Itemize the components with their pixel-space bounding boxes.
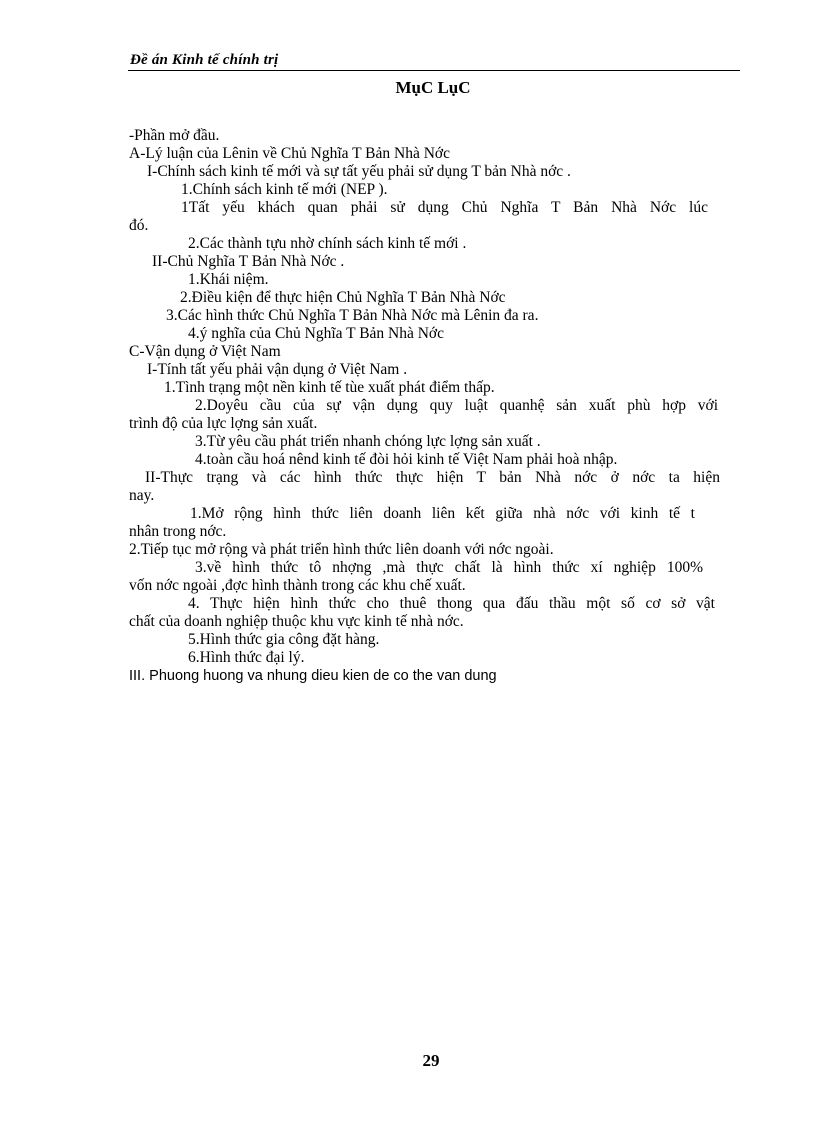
toc-line: chất của doanh nghiệp thuộc khu vực kinh tế nhà nớc. bbox=[129, 613, 464, 630]
toc-line: A-Lý luận của Lênin về Chủ Nghĩa T Bản Nhà Nớc bbox=[129, 145, 450, 162]
toc-line: 2.Doyêu cầu của sự vận dụng quy luật quanhệ sản xuất phù hợp với bbox=[195, 397, 718, 414]
toc-line: 2.Các thành tựu nhờ chính sách kinh tế mới . bbox=[188, 235, 467, 252]
toc-line: đó. bbox=[129, 217, 149, 234]
toc-line: 1.Tình trạng một nền kinh tế tùe xuất phát điểm thấp. bbox=[164, 379, 495, 396]
toc-line: 4.toàn cầu hoá nênd kinh tế đòi hỏi kinh tế Việt Nam phải hoà nhập. bbox=[195, 451, 618, 468]
toc-line: 1.Khái niệm. bbox=[188, 271, 269, 288]
header-title: Đề án Kinh tế chính trị bbox=[130, 52, 279, 68]
toc-line: trình độ của lực lợng sản xuất. bbox=[129, 415, 318, 432]
toc-line: 3.về hình thức tô nhợng ,mà thực chất là hình thức xí nghiệp 100% bbox=[195, 559, 703, 576]
toc-line: 1.Mở rộng hình thức liên doanh liên kết giữa nhà nớc với kinh tế t bbox=[190, 505, 695, 522]
toc-line: 2.Điều kiện để thực hiện Chủ Nghĩa T Bản Nhà Nớc bbox=[180, 289, 506, 306]
toc-line: III. Phuong huong va nhung dieu kien de co the van dung bbox=[129, 668, 497, 684]
toc-title: MụC LụC bbox=[395, 78, 471, 97]
toc-line: C-Vận dụng ở Việt Nam bbox=[129, 343, 281, 360]
toc-line: -Phần mở đầu. bbox=[129, 127, 220, 144]
toc-line: nay. bbox=[129, 487, 155, 504]
toc-line: 6.Hình thức đại lý. bbox=[188, 649, 305, 666]
toc-line: 4.ý nghĩa của Chủ Nghĩa T Bản Nhà Nớc bbox=[188, 325, 445, 342]
toc-line: I-Chính sách kinh tế mới và sự tất yếu phải sử dụng T bản Nhà nớc . bbox=[147, 163, 571, 180]
toc-line: 2.Tiếp tục mở rộng và phát triển hình thức liên doanh với nớc ngoài. bbox=[129, 541, 554, 558]
toc-line: 1.Chính sách kinh tế mới (NEP ). bbox=[181, 181, 388, 198]
toc-line: II-Thực trạng và các hình thức thực hiện T bản Nhà nớc ở nớc ta hiện bbox=[145, 469, 720, 486]
toc-line: vốn nớc ngoài ,đợc hình thành trong các khu chế xuất. bbox=[129, 577, 466, 594]
toc-line: nhân trong nớc. bbox=[129, 523, 227, 540]
toc-line: 1Tất yếu khách quan phải sử dụng Chủ Nghĩa T Bản Nhà Nớc lúc bbox=[181, 199, 708, 216]
toc-line: 4. Thực hiện hình thức cho thuê thong qua đấu thầu một số cơ sở vật bbox=[188, 595, 715, 612]
page-number: 29 bbox=[422, 1051, 440, 1070]
toc-line: I-Tính tất yếu phải vận dụng ở Việt Nam . bbox=[147, 361, 408, 378]
toc-line: II-Chủ Nghĩa T Bản Nhà Nớc . bbox=[152, 253, 345, 270]
toc-line: 3.Các hình thức Chủ Nghĩa T Bản Nhà Nớc mà Lênin đa ra. bbox=[166, 307, 539, 324]
toc-line: 3.Từ yêu cầu phát triển nhanh chóng lực lợng sản xuất . bbox=[195, 433, 541, 450]
toc-line: 5.Hình thức gia công đặt hàng. bbox=[188, 631, 380, 648]
